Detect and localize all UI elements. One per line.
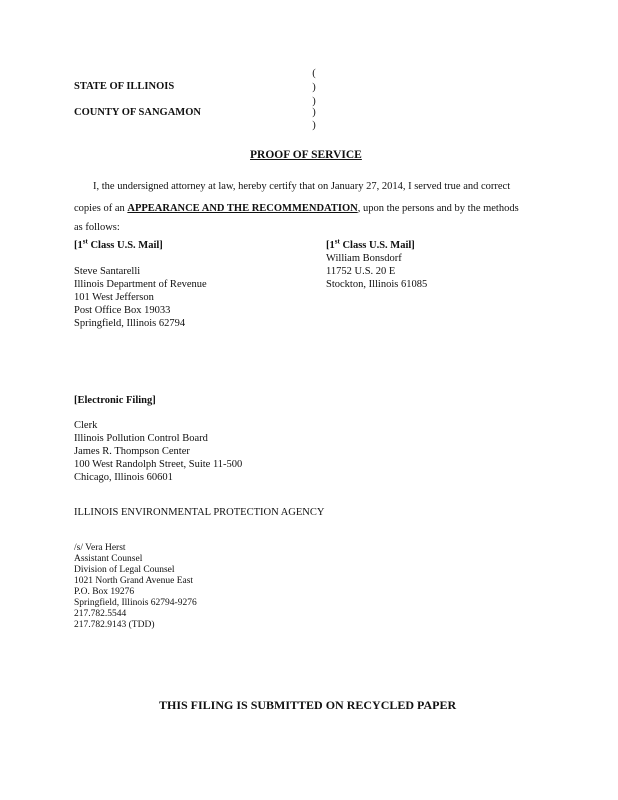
heading-text: [1 xyxy=(74,240,83,251)
caption-county: COUNTY OF SANGAMON xyxy=(74,107,201,118)
body-line xyxy=(74,203,519,214)
agency-name: ILLINOIS ENVIRONMENTAL PROTECTION AGENCY xyxy=(74,507,325,518)
address-line: Clerk xyxy=(74,420,98,431)
address-line: Post Office Box 19033 xyxy=(74,305,171,316)
caption-paren: ) xyxy=(312,82,316,93)
address-line: Stockton, Illinois 61085 xyxy=(326,279,428,290)
footer-recycled-notice: THIS FILING IS SUBMITTED ON RECYCLED PAPER xyxy=(159,698,457,712)
signature-line: 1021 North Grand Avenue East xyxy=(74,576,194,586)
heading-text: [1 xyxy=(326,240,335,251)
caption-paren: ( xyxy=(312,68,316,79)
address-line: Chicago, Illinois 60601 xyxy=(74,472,173,483)
document-title-emphasis: APPEARANCE AND THE RECOMMENDATION xyxy=(127,203,358,214)
signature-line: 217.782.5544 xyxy=(74,609,127,619)
body-text: copies of an xyxy=(74,203,128,214)
address-line: 100 West Randolph Street, Suite 11-500 xyxy=(74,459,243,470)
service-method-heading: [Electronic Filing] xyxy=(74,395,156,406)
address-line: James R. Thompson Center xyxy=(74,446,190,457)
caption-state: STATE OF ILLINOIS xyxy=(74,81,175,92)
address-line: 101 West Jefferson xyxy=(74,292,154,303)
heading-text: Class U.S. Mail] xyxy=(87,240,163,251)
signature-line: Springfield, Illinois 62794-9276 xyxy=(74,598,197,608)
address-line: 11752 U.S. 20 E xyxy=(326,266,396,277)
caption-paren: ) xyxy=(312,120,316,131)
signature-line: P.O. Box 19276 xyxy=(74,587,135,597)
heading-sup: st xyxy=(82,237,88,246)
signature-line: Assistant Counsel xyxy=(74,554,143,564)
address-line: Steve Santarelli xyxy=(74,266,141,277)
page-title: PROOF OF SERVICE xyxy=(250,149,362,161)
body-text: , upon the persons and by the methods xyxy=(357,203,519,214)
address-line: Springfield, Illinois 62794 xyxy=(74,318,186,329)
signature-line: /s/ Vera Herst xyxy=(74,543,126,553)
body-line: as follows: xyxy=(74,222,120,233)
signature-line: Division of Legal Counsel xyxy=(74,565,175,575)
address-line: Illinois Department of Revenue xyxy=(74,279,207,290)
caption-paren: ) xyxy=(312,107,316,118)
service-method-heading xyxy=(74,237,163,251)
body-line: I, the undersigned attorney at law, hereby certify that on January 27, 2014, I served true and correct xyxy=(93,181,511,192)
heading-text: Class U.S. Mail] xyxy=(339,240,415,251)
caption-paren: ) xyxy=(312,96,316,107)
service-method-heading xyxy=(326,237,415,251)
signature-line: 217.782.9143 (TDD) xyxy=(74,620,155,630)
address-line: William Bonsdorf xyxy=(326,253,402,264)
heading-sup: st xyxy=(334,237,340,246)
address-line: Illinois Pollution Control Board xyxy=(74,433,208,444)
